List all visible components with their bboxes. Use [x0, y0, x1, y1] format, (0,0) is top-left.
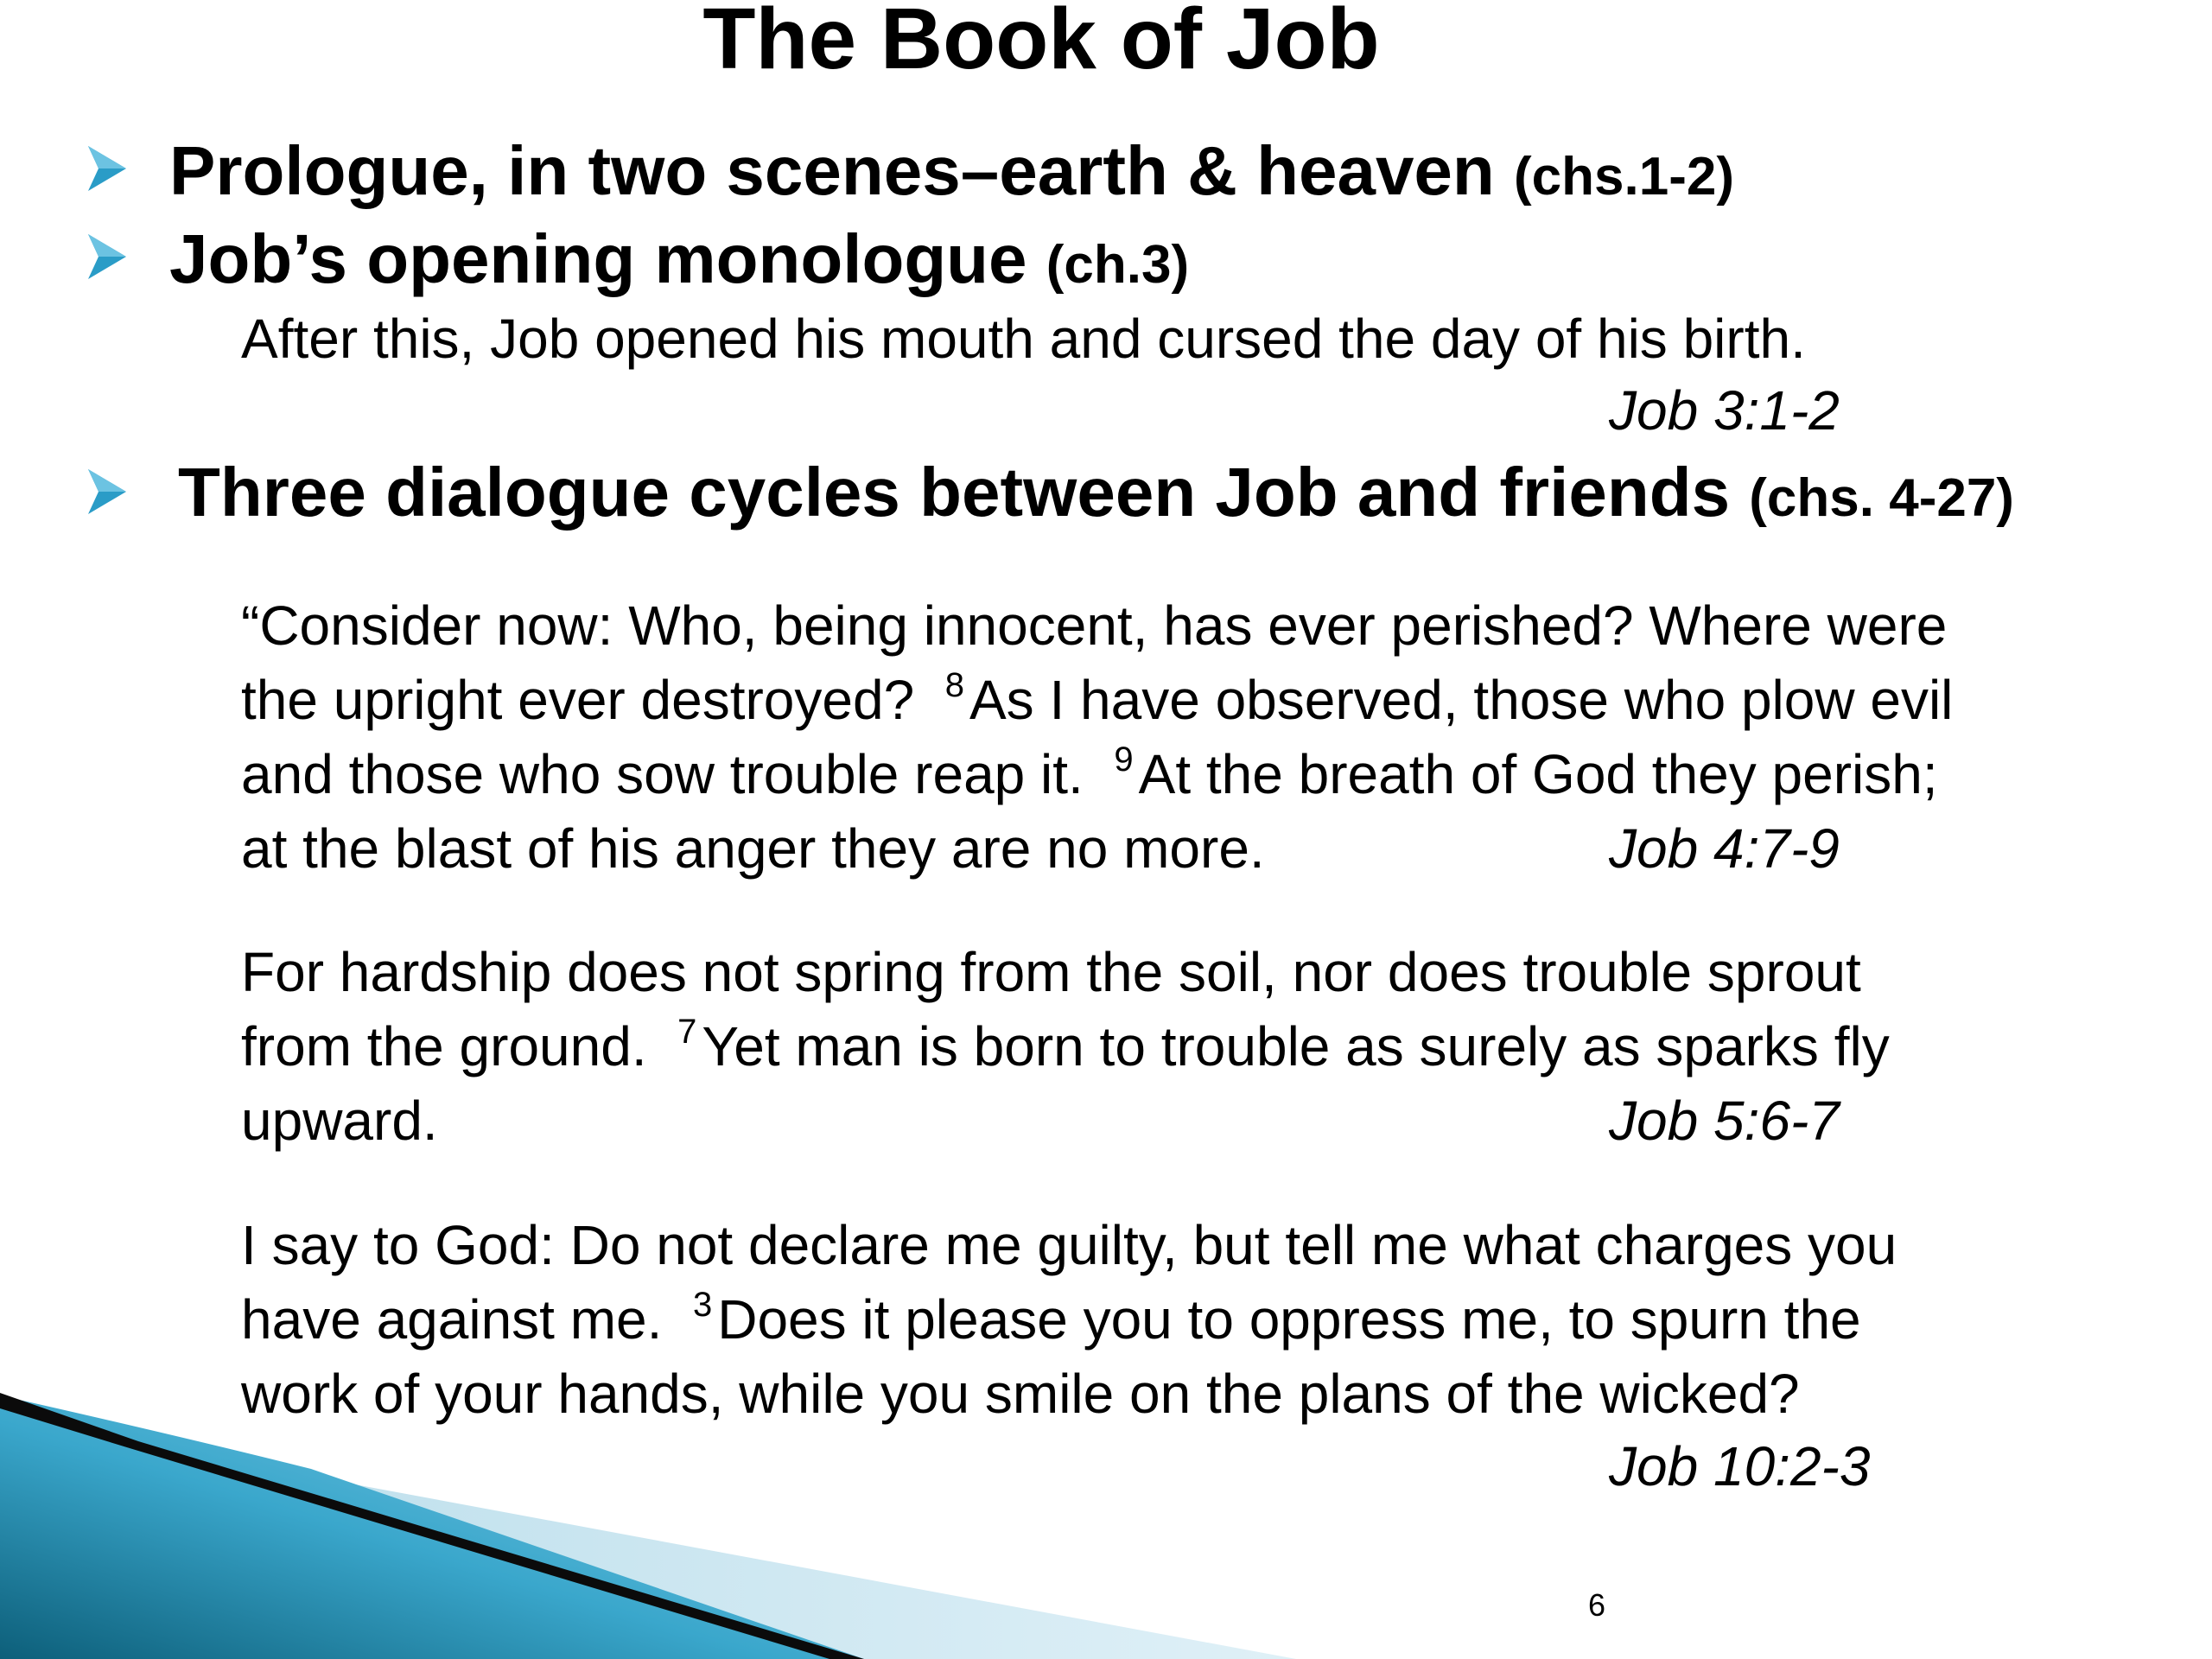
quote-line: work of your hands, while you smile on the plans of the wicked?	[241, 1363, 1800, 1425]
quote-line: “Consider now: Who, being innocent, has ever perished? Where were	[241, 594, 1948, 657]
bullet-sub-text: (chs.1-2)	[1514, 147, 1734, 207]
quote-line	[241, 737, 1953, 811]
slide-title: The Book of Job	[702, 0, 1380, 87]
bullet-main-text: Three dialogue cycles between Job and friends	[178, 454, 1750, 531]
page-number: 6	[1588, 1587, 1606, 1623]
scripture-reference: Job 3:1-2	[1609, 379, 1840, 442]
quote-line	[241, 1009, 1890, 1084]
quote-text: from the ground.	[241, 1015, 678, 1077]
scripture-reference: Job 5:6-7	[1609, 1090, 1840, 1152]
bullet-sub-text: (ch.3)	[1046, 235, 1190, 295]
verse-number: 3	[692, 1286, 713, 1324]
quote-line	[241, 663, 1953, 737]
quote-text: Yet man is born to trouble as surely as sparks fly	[702, 1015, 1890, 1077]
verse-number: 8	[944, 666, 964, 704]
quote-job-3	[241, 302, 1806, 376]
quote-text: At the breath of God they perish;	[1138, 743, 1938, 805]
quote-text: and those who sow trouble reap it.	[241, 743, 1115, 805]
scripture-reference: Job 10:2-3	[1609, 1435, 1871, 1497]
quote-line: at the blast of his anger they are no more.	[241, 817, 1265, 880]
quote-text: As I have observed, those who plow evil	[969, 669, 1954, 731]
bullet-sub-text: (chs. 4-27)	[1749, 468, 2014, 528]
bullet-main-text: Job’s opening monologue	[169, 220, 1046, 297]
arrow-bullet-icon	[86, 467, 135, 528]
arrow-bullet-icon	[86, 232, 135, 293]
verse-number: 9	[1114, 741, 1134, 779]
quote-line: upward.	[241, 1090, 438, 1152]
scripture-reference: Job 4:7-9	[1609, 817, 1840, 880]
verse-number: 7	[677, 1013, 697, 1051]
quote-line	[241, 1282, 1897, 1357]
quote-line: For hardship does not spring from the soil, nor does trouble sprout	[241, 941, 1861, 1003]
arrow-bullet-icon	[86, 144, 135, 205]
quote-text: have against me.	[241, 1288, 693, 1351]
quote-job-10	[241, 1208, 1897, 1431]
quote-text: the upright ever destroyed?	[241, 669, 945, 731]
quote-line: After this, Job opened his mouth and cursed the day of his birth.	[241, 308, 1806, 370]
quote-line: I say to God: Do not declare me guilty, but tell me what charges you	[241, 1214, 1897, 1276]
quote-text: Does it please you to oppress me, to spurn the	[717, 1288, 1861, 1351]
bullet-main-text: Prologue, in two scenes–earth & heaven	[169, 132, 1515, 209]
